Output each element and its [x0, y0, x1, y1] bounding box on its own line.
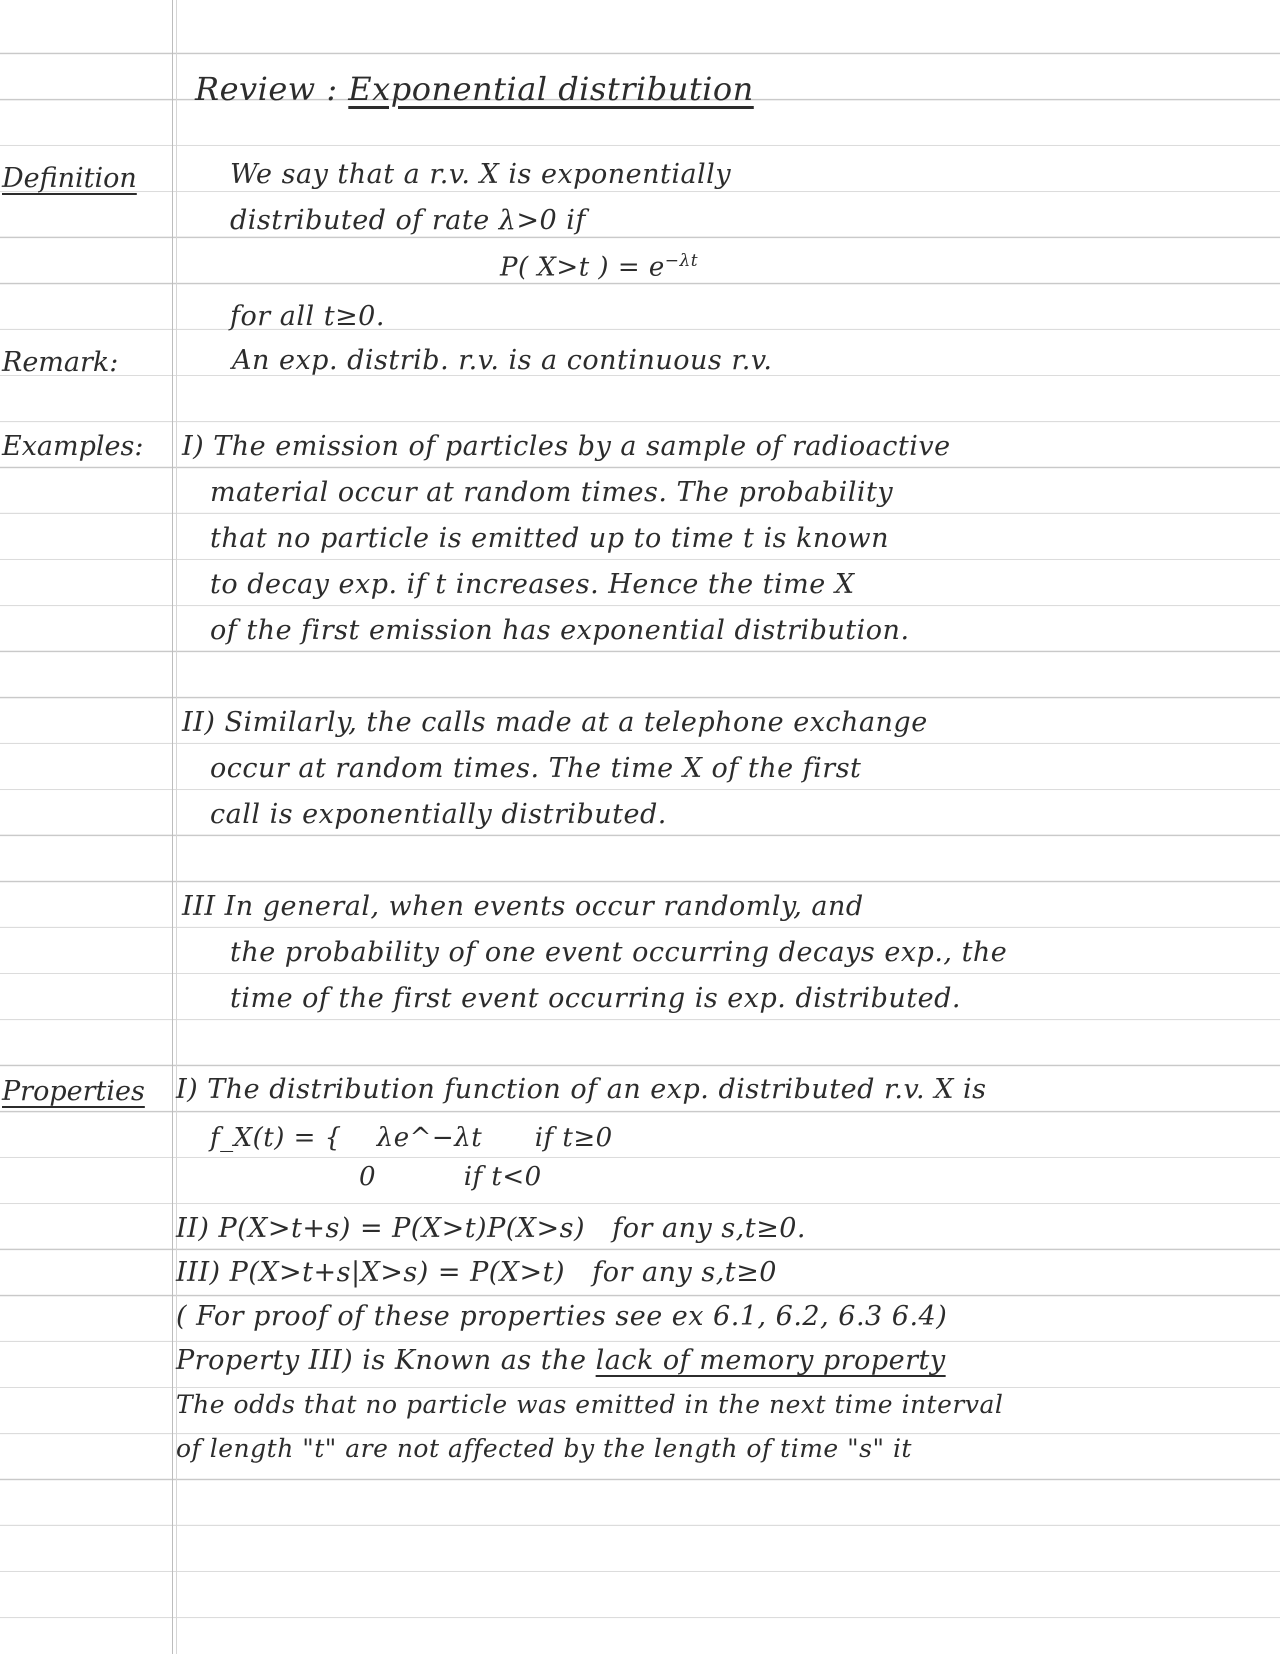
title-main: Exponential distribution [348, 70, 754, 108]
property-1-pdf-line-1: f_X(t) = { λe^−λt if t≥0 [210, 1123, 613, 1153]
examples-label: Examples: [2, 431, 144, 462]
properties-label: Properties [2, 1076, 145, 1107]
definition-label: Definition [2, 163, 137, 194]
margin-line [172, 0, 173, 1654]
property-1-pdf-line-2: 0 if t<0 [210, 1162, 542, 1192]
example-3-line-3: time of the first event occurring is exp. distributed. [230, 983, 961, 1014]
memory-explain-line-1: The odds that no particle was emitted in the next time interval [176, 1390, 1004, 1419]
example-3-line-2: the probability of one event occurring decays exp., the [230, 937, 1008, 968]
property-1-line-1: I) The distribution function of an exp. distributed r.v. X is [176, 1074, 987, 1105]
example-1-line-3: that no particle is emitted up to time t is known [210, 523, 890, 554]
example-2-line-1: II) Similarly, the calls made at a telephone exchange [182, 707, 928, 738]
definition-line-4: for all t≥0. [230, 301, 385, 332]
definition-line-1: We say that a r.v. X is exponentially [230, 159, 732, 190]
title-prefix: Review : [195, 70, 338, 108]
memory-explain-line-2: of length "t" are not affected by the length of time "s" it [176, 1434, 912, 1463]
remark-label: Remark: [2, 347, 119, 378]
formula-text: P( X>t ) = e [500, 252, 665, 283]
remark-line: An exp. distrib. r.v. is a continuous r.v. [232, 345, 773, 376]
example-2-line-2: occur at random times. The time X of the first [210, 753, 862, 784]
definition-formula [500, 244, 698, 285]
property-proof-line: ( For proof of these properties see ex 6.1, 6.2, 6.3 6.4) [176, 1301, 948, 1332]
memory-prefix: Property III) is Known as the [176, 1345, 587, 1376]
example-3-line-1: III In general, when events occur randomly, and [182, 891, 864, 922]
example-1-line-1: I) The emission of particles by a sample of radioactive [182, 431, 951, 462]
definition-line-2: distributed of rate λ>0 if [230, 205, 586, 236]
formula-exponent: −λt [664, 251, 699, 271]
example-1-line-2: material occur at random times. The probability [210, 477, 894, 508]
property-2-line: II) P(X>t+s) = P(X>t)P(X>s) for any s,t≥0. [176, 1213, 806, 1244]
property-3-line: III) P(X>t+s|X>s) = P(X>t) for any s,t≥0 [176, 1257, 777, 1288]
example-1-line-4: to decay exp. if t increases. Hence the time X [210, 569, 855, 600]
example-1-line-5: of the first emission has exponential distribution. [210, 615, 910, 646]
memory-property-line [176, 1344, 946, 1378]
example-2-line-3: call is exponentially distributed. [210, 799, 667, 830]
memory-term: lack of memory property [595, 1345, 946, 1376]
page-title [195, 72, 754, 106]
